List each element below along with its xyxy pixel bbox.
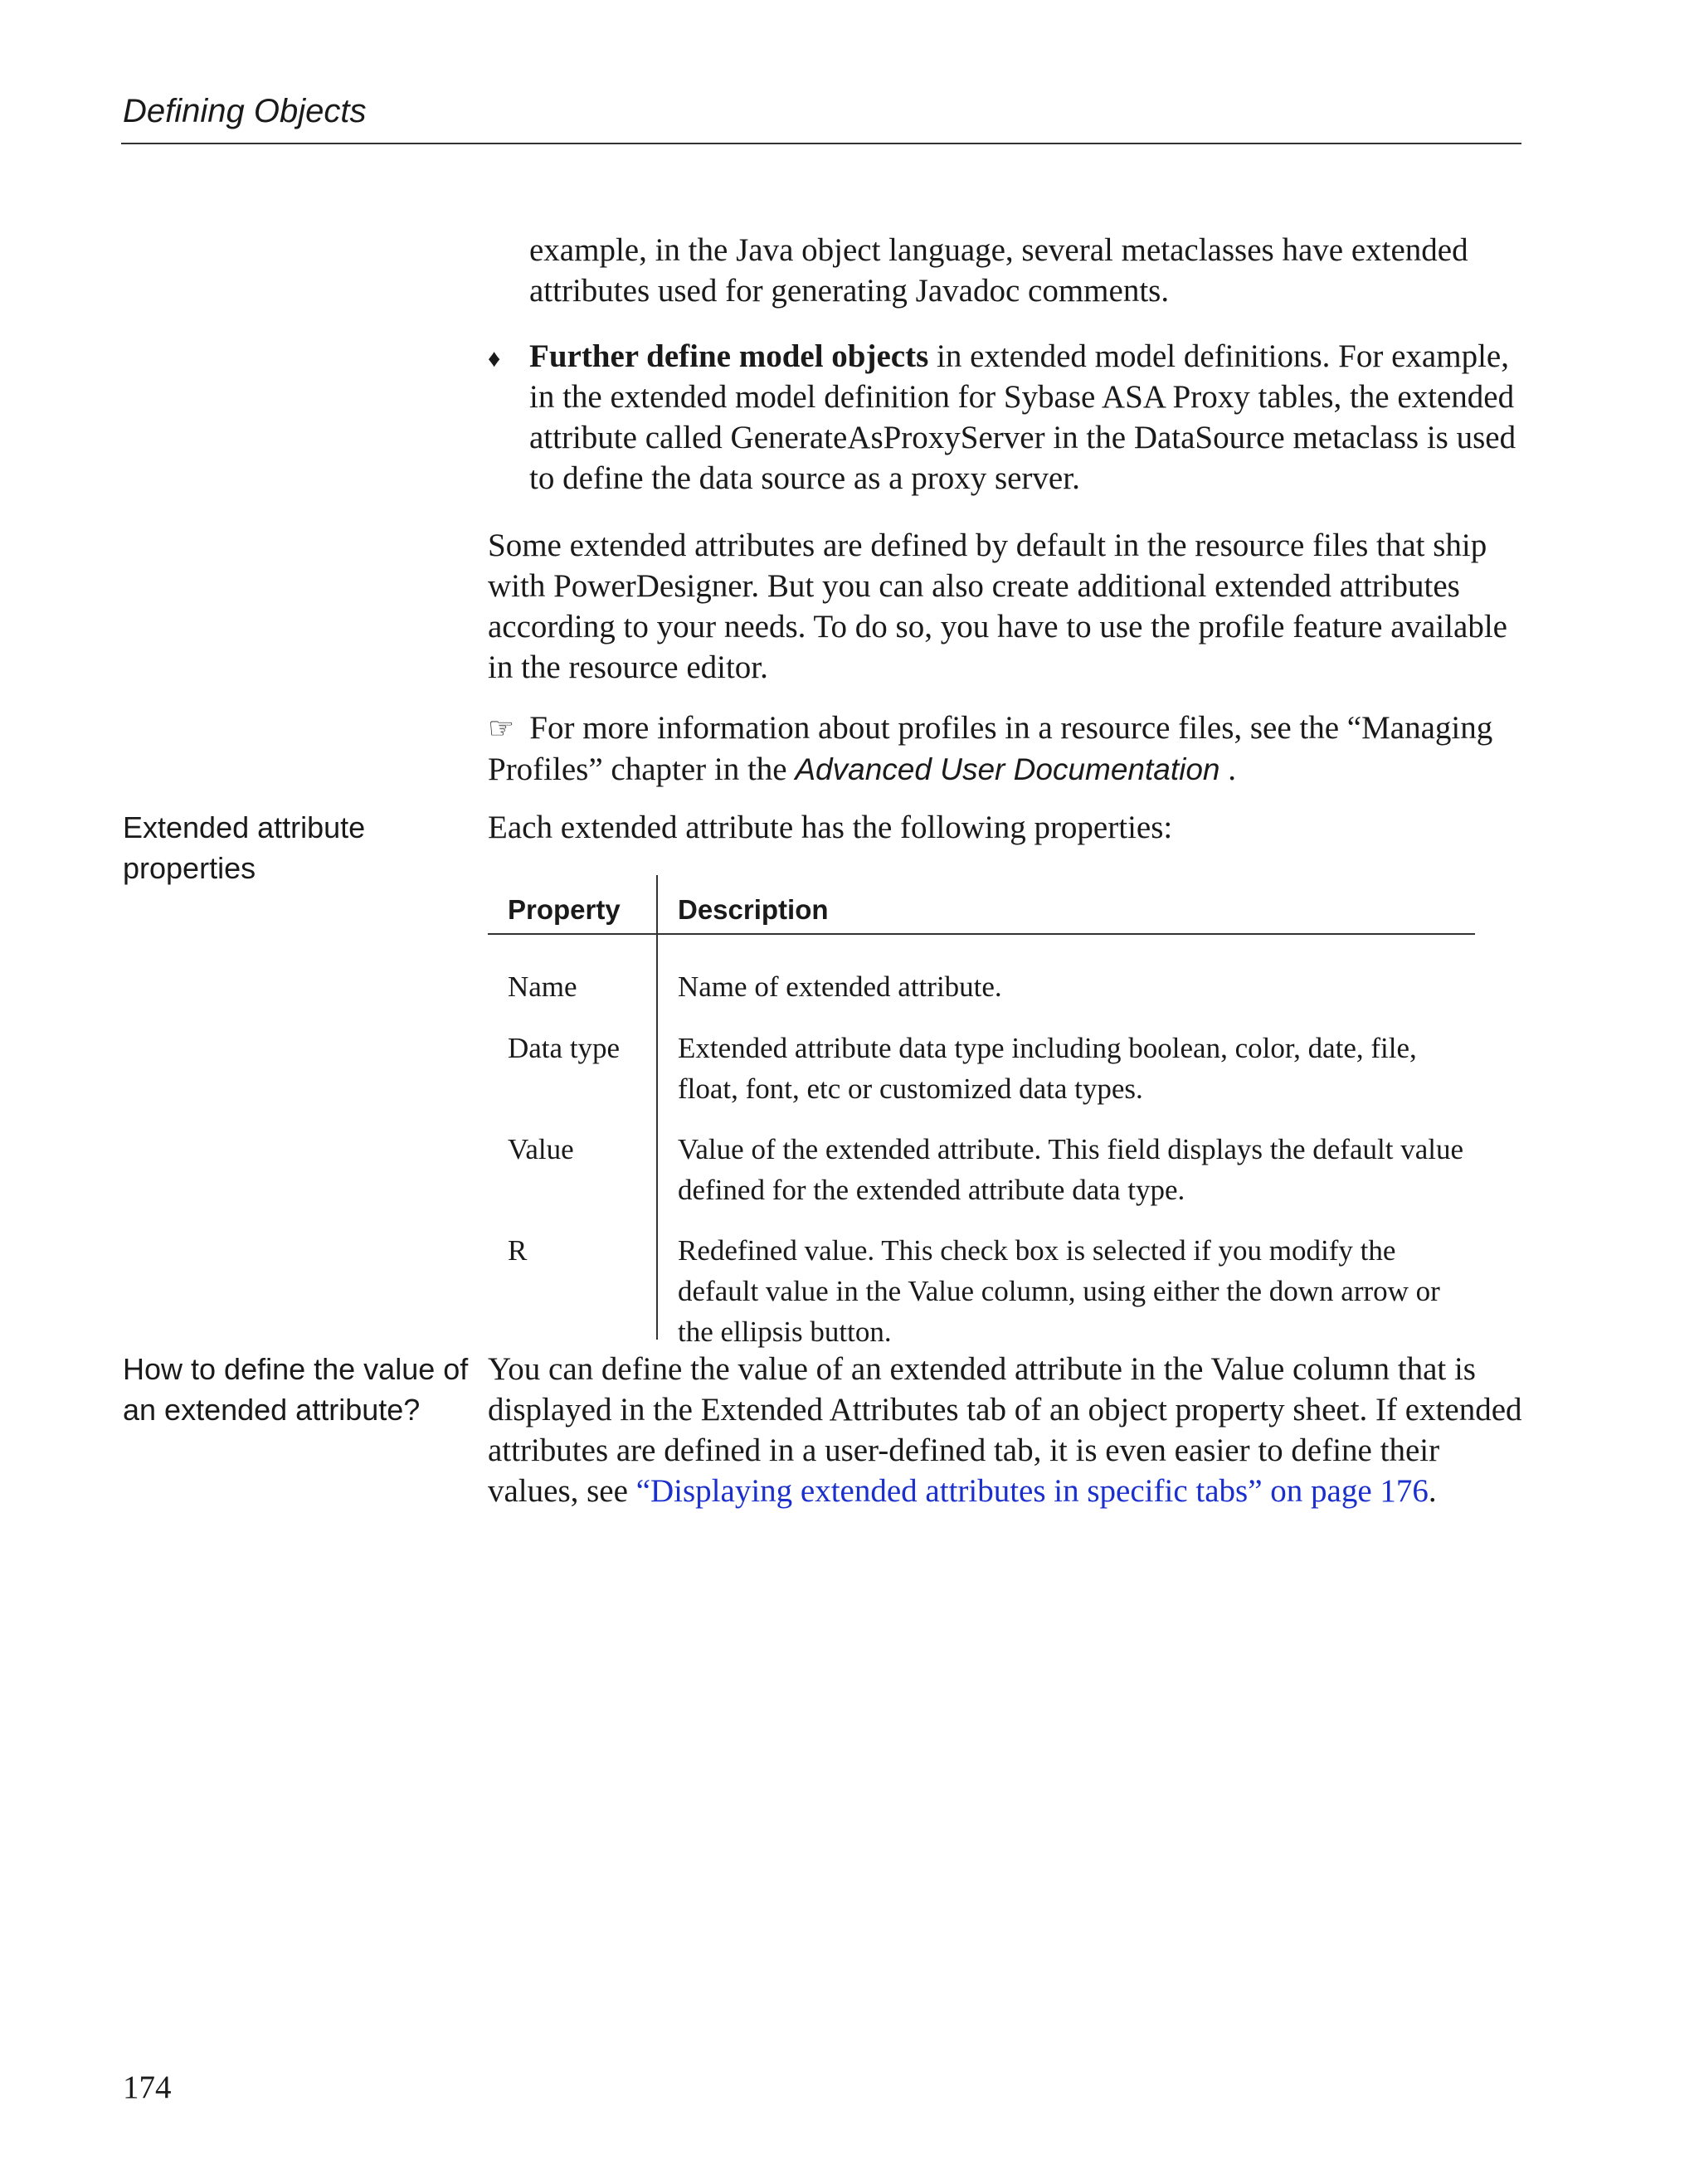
- table-cell-property: Name: [508, 970, 577, 1003]
- reference-text-end: .: [1219, 752, 1236, 787]
- header-rule: [121, 143, 1521, 144]
- margin-label-how-to-define-value: How to define the value of an extended attribute?: [123, 1352, 469, 1427]
- cross-reference-link[interactable]: “Displaying extended attributes in specific tabs” on page 176: [635, 1473, 1429, 1509]
- continuation-paragraph: example, in the Java object language, several metaclasses have extended attributes used for generating Javadoc comments.: [529, 232, 1468, 309]
- table-cell-description: Name of extended attribute.: [678, 970, 1002, 1003]
- table-header-rule: [488, 933, 1475, 935]
- table-cell-description: Extended attribute data type including boolean, color, date, file, float, font, etc or customized data types.: [678, 1032, 1417, 1105]
- table-cell-description: Redefined value. This check box is selected if you modify the default value in the Value column, using either the down arrow or the ellipsis button.: [678, 1234, 1440, 1348]
- table-header-property: Property: [508, 894, 621, 925]
- reference-note: [488, 708, 1525, 790]
- define-value-text: You can define the value of an extended attribute in the Value column that is displayed in the Extended Attributes tab of an object property sheet. If extended attributes are defined in a user-defined tab, it is even easier to define their values, see: [488, 1351, 1522, 1509]
- table-header-description: Description: [678, 894, 829, 925]
- paragraph-resource-files: Some extended attributes are defined by default in the resource files that ship with PowerDesigner. But you can also create additional extended attributes according to your needs. To do so, you have to use the profile feature available in the resource editor.: [488, 528, 1507, 685]
- table-cell-property: Data type: [508, 1032, 621, 1064]
- table-cell-property: Value: [508, 1133, 574, 1165]
- reference-book-title: Advanced User Documentation: [795, 752, 1220, 786]
- bullet-bold-lead: Further define model objects: [529, 338, 929, 374]
- paragraph-define-value: [488, 1349, 1525, 1511]
- bullet-item: [529, 336, 1525, 499]
- define-value-text-end: .: [1428, 1473, 1437, 1509]
- table-cell-description: Value of the extended attribute. This field displays the default value defined for the extended attribute data type.: [678, 1133, 1463, 1206]
- pointing-hand-icon: ☞: [488, 712, 515, 746]
- table-column-divider: [656, 875, 658, 1340]
- bullet-diamond-icon: ♦: [488, 345, 501, 372]
- margin-label-extended-attribute-properties: Extended attribute properties: [123, 810, 366, 885]
- page-number: 174: [123, 2070, 172, 2105]
- reference-text: For more information about profiles in a resource files, see the “Managing Profiles” chapter in the: [488, 710, 1493, 787]
- properties-intro: Each extended attribute has the following properties:: [488, 810, 1173, 845]
- table-cell-property: R: [508, 1234, 528, 1267]
- bullet-text: in extended model definitions. For example, in the extended model definition for Sybase ASA Proxy tables, the extended attribute called GenerateAsProxyServer in the DataSource metaclass is used to define the data source as a proxy server.: [529, 338, 1516, 496]
- running-header: Defining Objects: [123, 93, 367, 129]
